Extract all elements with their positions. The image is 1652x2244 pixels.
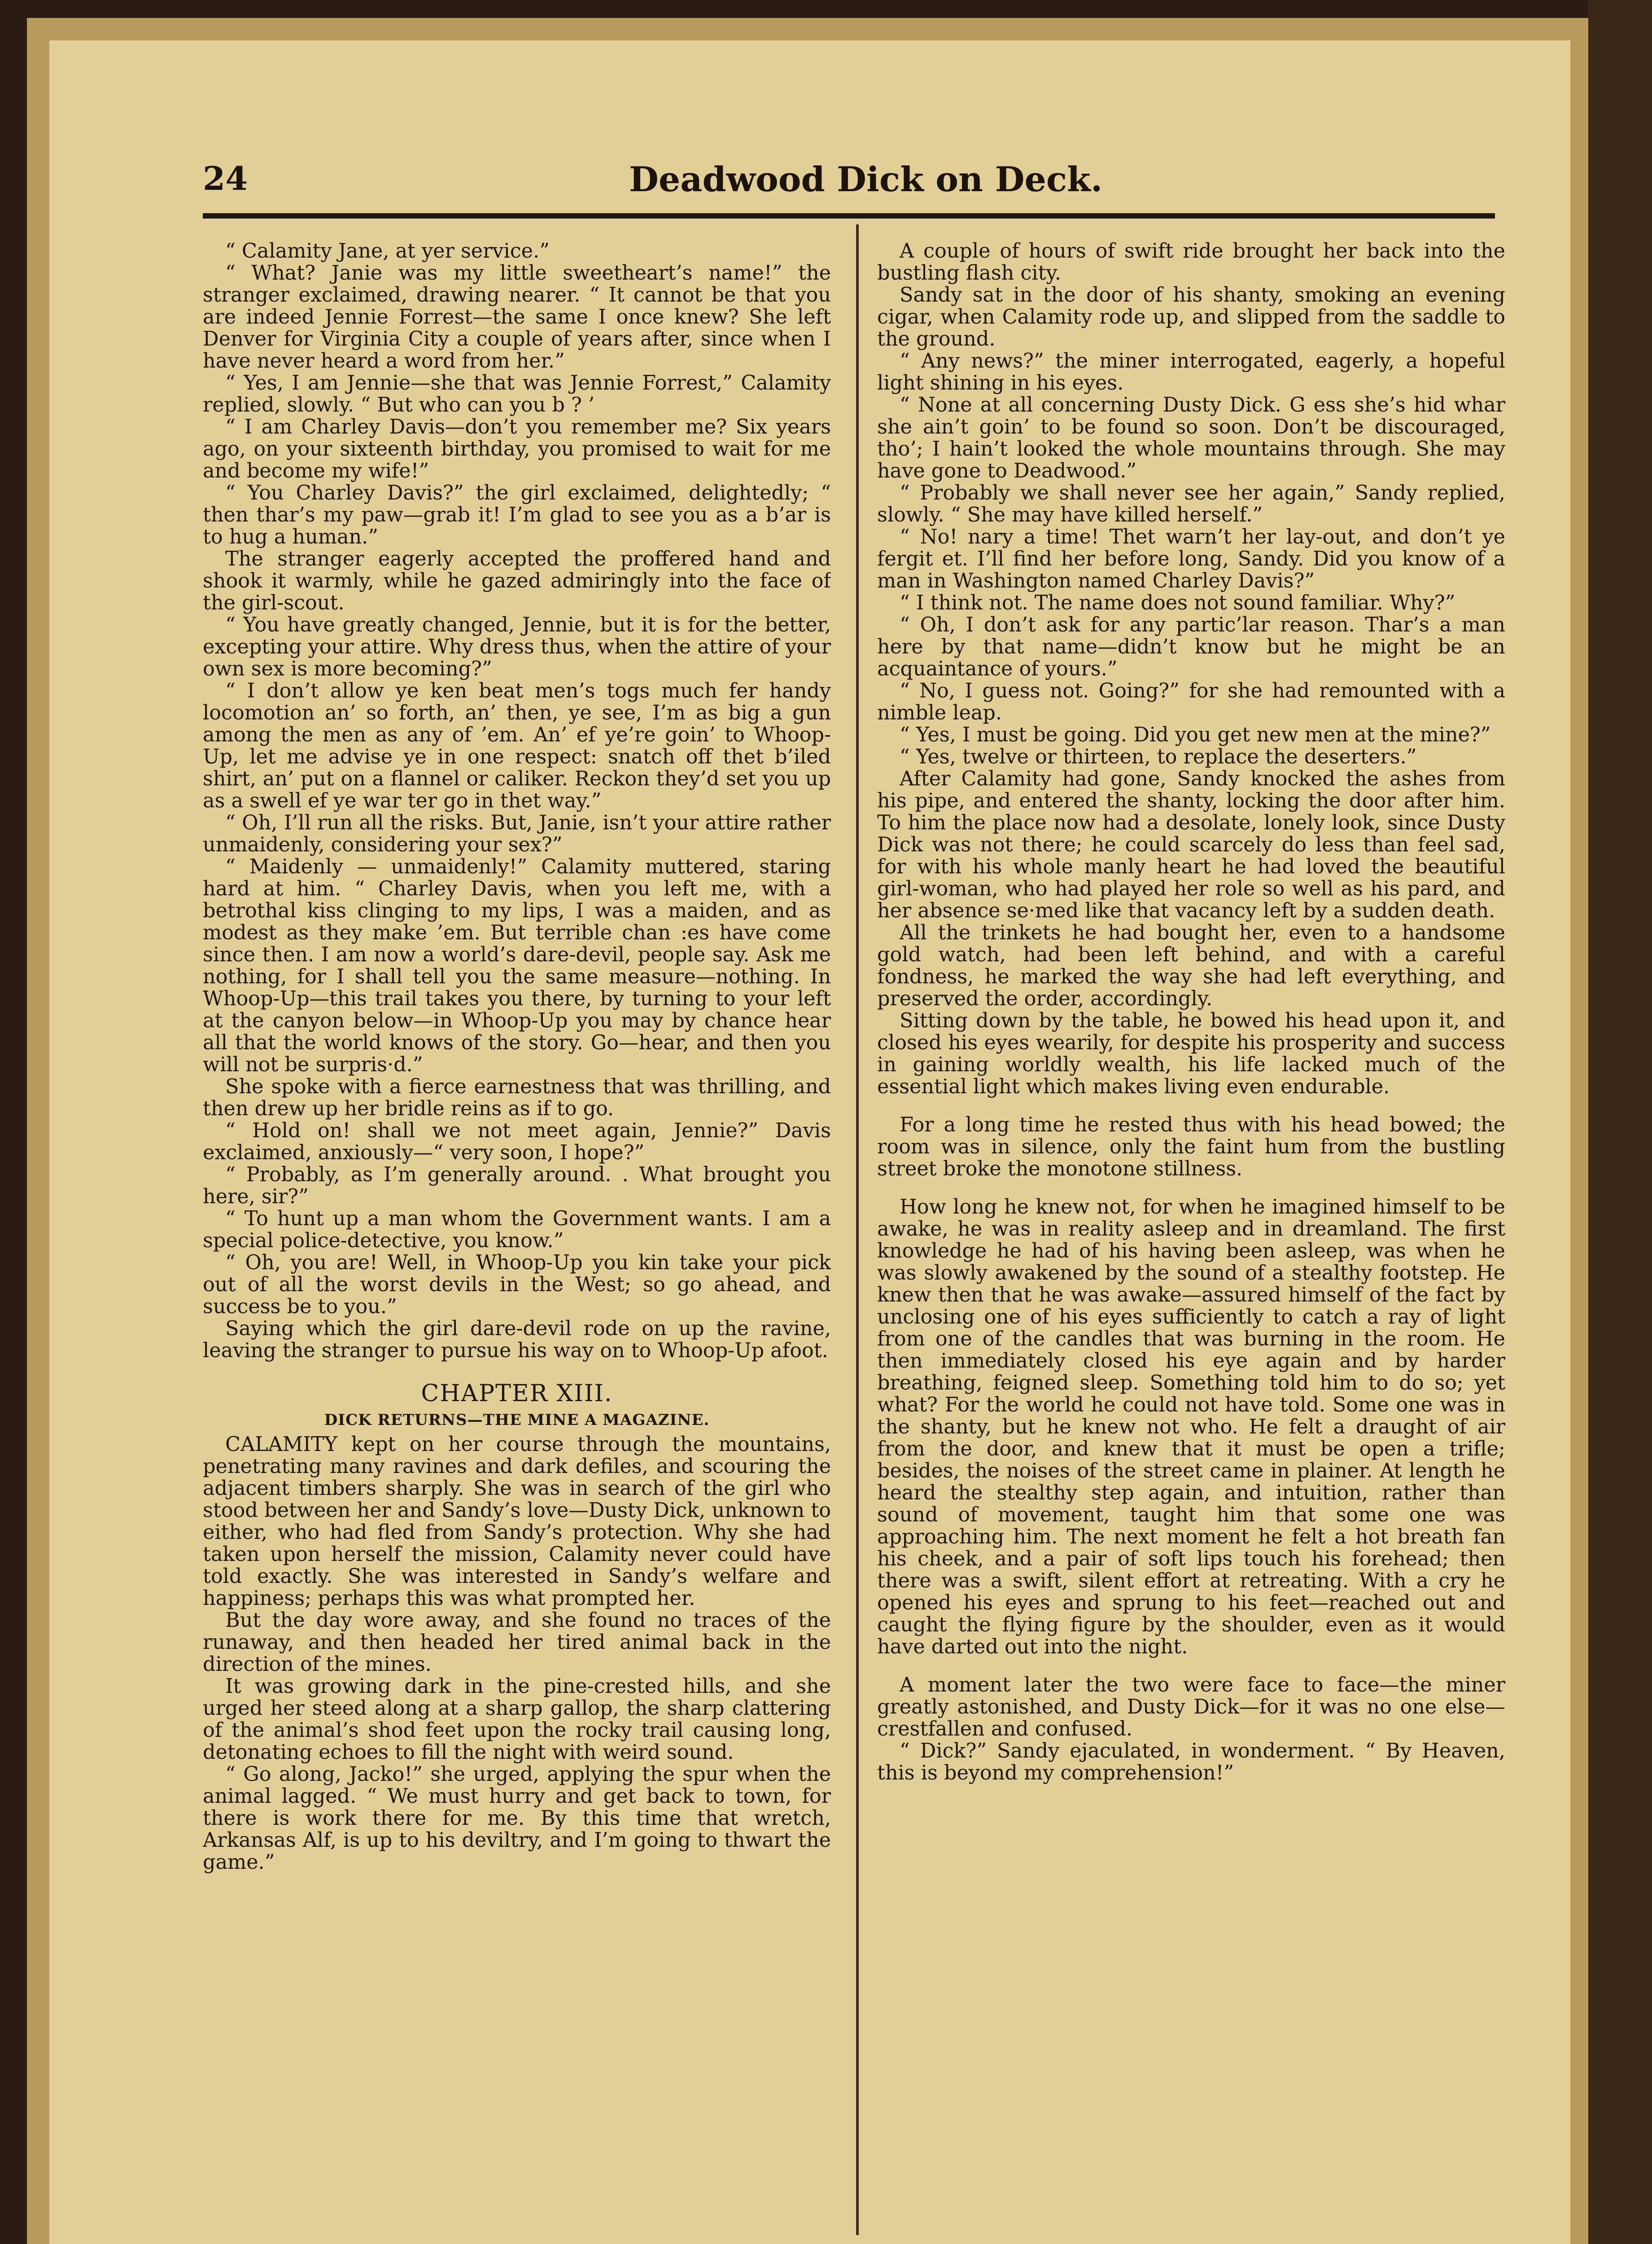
paragraph: “ I think not. The name does not sound familiar. Why?”	[900, 592, 1455, 614]
paragraph: “ Dick?” Sandy ejaculated, in wonderment. “ By Heaven, this is beyond my comprehension!”	[877, 1740, 1505, 1784]
paragraph: “ None at all concerning Dusty Dick. G ess she’s hid whar she ain’t goin’ to be found so soon. Don’t be discouraged, tho’; I hain’t looked the whole mountains through. She may have gone to Deadwood.”	[877, 394, 1505, 482]
header-rule	[203, 213, 1495, 219]
paragraph: “ Probably, as I’m generally around. . What brought you here, sir?”	[203, 1163, 831, 1208]
paragraph: It was growing dark in the pine-crested hills, and she urged her steed along at a sharp gallop, the sharp clattering of the animal’s shod feet upon the rocky trail causing long, detonating echoes to fill the night with weird sound.	[203, 1675, 831, 1764]
paragraph: A couple of hours of swift ride brought her back into the bustling flash city.	[877, 240, 1505, 285]
column-divider	[856, 224, 859, 2235]
right-column	[877, 240, 1505, 2224]
paragraph: Sandy sat in the door of his shanty, smoking an evening cigar, when Calamity rode up, and slipped from the saddle to the ground.	[877, 284, 1505, 351]
chapter-title: CHAPTER XIII.	[421, 1380, 613, 1407]
paragraph: “ To hunt up a man whom the Government wants. I am a special police-detective, you know.”	[203, 1207, 831, 1252]
paragraph: “ No! nary a time! Thet warn’t her lay-out, and don’t ye fergit et. I’ll find her before long, Sandy. Did you know of a man in Washington named Charley Davis?”	[877, 526, 1505, 592]
paragraph: After Calamity had gone, Sandy knocked the ashes from his pipe, and entered the shanty, locking the door after him. To him the place now had a desolate, lonely look, since Dusty Dick was not there; he could scarcely do less than feel sad, for with his whole manly heart he had loved the beautiful girl-woman, who had played her role so well as his pard, and her absence se·med like that vacancy left by a sudden death.	[877, 767, 1505, 922]
paragraph: “ Oh, you are! Well, in Whoop-Up you kin take your pick out of all the worst devils in the West; so go ahead, and success be to you.”	[203, 1251, 831, 1318]
paragraph: “ Maidenly — unmaidenly!” Calamity muttered, staring hard at him. “ Charley Davis, when you left me, with a betrothal kiss clinging to my lips, I was a maiden, and as modest as they make ’em. But terrible chan :es have come since then. I am now a world’s dare-devil, people say. Ask me nothing, for I shall tell you the same measure—nothing. In Whoop-Up—this trail takes you there, by turning to your left at the canyon below—in Whoop-Up you may by chance hear all that the world knows of the story. Go—hear, and then you will not be surpris·d.”	[203, 855, 831, 1076]
paragraph: “ Oh, I’ll run all the risks. But, Janie, isn’t your attire rather unmaidenly, considering your sex?”	[203, 811, 831, 856]
paragraph: “ Calamity Jane, at yer service.”	[225, 240, 550, 263]
paragraph: But the day wore away, and she found no traces of the runaway, and then headed her tired animal back in the direction of the mines.	[203, 1609, 831, 1676]
paragraph: “ Any news?” the miner interrogated, eagerly, a hopeful light shining in his eyes.	[877, 350, 1505, 394]
paragraph: “ Yes, I must be going. Did you get new men at the mine?”	[900, 723, 1491, 746]
paragraph: “ Yes, I am Jennie—she that was Jennie Forrest,” Calamity replied, slowly. “ But who can you b ? ’	[203, 372, 831, 416]
paragraph: How long he knew not, for when he imagined himself to be awake, he was in reality asleep and in dreamland. The first knowledge he had of his having been asleep, was when he was slowly awakened by the sound of a stealthy footstep. He knew then that he was awake—assured himself of the fact by unclosing one of his eyes sufficiently to catch a ray of light from one of the candles that was burning in the room. He then immediately closed his eye again and by harder breathing, feigned sleep. Something told him to do so; yet what? For the world he could not have told. Some one was in the shanty, but he knew not who. He felt a draught of air from the door, and knew that it must be open a trifle; besides, the noises of the street came in plainer. At length he heard the stealthy step again, and intuition, rather than sound of movement, taught him that some one was approaching him. The next moment he felt a hot breath fan his cheek, and a pair of soft lips touch his forehead; then there was a swift, silent effort at retreating. With a cry he opened his eyes and sprung to his feet—reached out and caught the flying figure by the shoulder, even as it would have darted out into the night.	[877, 1196, 1505, 1658]
paragraph: Saying which the girl dare-devil rode on up the ravine, leaving the stranger to pursue his way on to Whoop-Up afoot.	[203, 1317, 831, 1362]
page-number: 24	[203, 159, 248, 197]
paragraph: “ Go along, Jacko!” she urged, applying the spur when the animal lagged. “ We must hurry and get back to town, for there is work there for me. By this time that wretch, Arkansas Alf, is up to his deviltry, and I’m going to thwart the game.”	[203, 1763, 831, 1874]
paragraph: A moment later the two were face to face—the miner greatly astonished, and Dusty Dick—for it was no one else—crestfallen and confused.	[877, 1674, 1505, 1740]
book-spine	[1588, 0, 1652, 2244]
paragraph: For a long time he rested thus with his head bowed; the room was in silence, only the faint hum from the bustling street broke the monotone stillness.	[877, 1113, 1505, 1180]
paragraph: “ You have greatly changed, Jennie, but it is for the better, excepting your attire. Why dress thus, when the attire of your own sex is more becoming?”	[203, 614, 831, 680]
paragraph: “ Yes, twelve or thirteen, to replace the deserters.”	[900, 745, 1417, 768]
paragraph-gap	[877, 1180, 1505, 1196]
paragraph-gap	[877, 1098, 1505, 1114]
running-title: Deadwood Dick on Deck.	[629, 159, 1103, 199]
page-header	[203, 159, 1495, 213]
paragraph: “ Oh, I don’t ask for any partic’lar reason. Thar’s a man here by that name—didn’t know but he might be an acquaintance of yours.”	[877, 614, 1505, 680]
paragraph: “ I don’t allow ye ken beat men’s togs much fer handy locomotion an’ so forth, an’ then, ye see, I’m as big a gun among the men as any of ’em. An’ ef ye’re goin’ to Whoop-Up, let me advise ye in one respect: snatch off thet b’iled shirt, an’ put on a flannel or caliker. Reckon they’d set you up as a swell ef ye war ter go in thet way.”	[203, 679, 831, 812]
paragraph: “ What? Janie was my little sweetheart’s name!” the stranger exclaimed, drawing nearer. “ It cannot be that you are indeed Jennie Forrest—the same I once knew? She left Denver for Virginia City a couple of years after, since when I have never heard a word from her.”	[203, 262, 831, 373]
paragraph: “ Probably we shall never see her again,” Sandy replied, slowly. “ She may have killed herself.”	[877, 482, 1505, 526]
paragraph: All the trinkets he had bought her, even to a handsome gold watch, had been left behind, and with a careful fondness, he marked the way she had left everything, and preserved the order, accordingly.	[877, 921, 1505, 1010]
paragraph: “ No, I guess not. Going?” for she had remounted with a nimble leap.	[877, 679, 1505, 724]
paragraph: She spoke with a fierce earnestness that was thrilling, and then drew up her bridle reins as if to go.	[203, 1075, 831, 1120]
paragraph: CALAMITY kept on her course through the mountains, penetrating many ravines and dark defiles, and scouring the adjacent timbers sharply. She was in search of the girl who stood between her and Sandy’s love—Dusty Dick, unknown to either, who had fled from Sandy’s protection. Why she had taken upon herself the mission, Calamity never could have told exactly. She was interested in Sandy’s welfare and happiness; perhaps this was what prompted her.	[203, 1433, 831, 1610]
paragraph: The stranger eagerly accepted the proffered hand and shook it warmly, while he gazed admiringly into the face of the girl-scout.	[203, 548, 831, 614]
paragraph-gap	[877, 1658, 1505, 1674]
paragraph: “ I am Charley Davis—don’t you remember me? Six years ago, on your sixteenth birthday, you promised to wait for me and become my wife!”	[203, 416, 831, 482]
chapter-subtitle: DICK RETURNS—THE MINE A MAGAZINE.	[324, 1411, 710, 1429]
paragraph: “ Hold on! shall we not meet again, Jennie?” Davis exclaimed, anxiously—“ very soon, I hope?”	[203, 1119, 831, 1164]
paragraph: “ You Charley Davis?” the girl exclaimed, delightedly; “ then thar’s my paw—grab it! I’m glad to see you as a b’ar is to hug a human.”	[203, 482, 831, 548]
left-column	[203, 240, 831, 2224]
paragraph: Sitting down by the table, he bowed his head upon it, and closed his eyes wearily, for despite his prosperity and success in gaining worldly wealth, his life lacked much of the essential light which makes living even endurable.	[877, 1009, 1505, 1098]
